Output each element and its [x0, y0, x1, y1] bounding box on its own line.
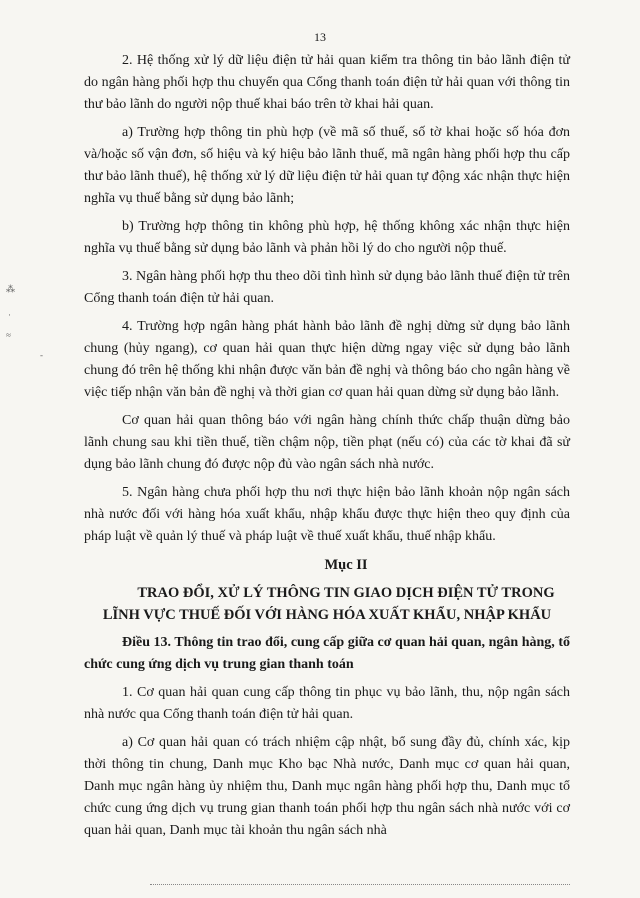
paragraph: a) Cơ quan hải quan có trách nhiệm cập nhật, bổ sung đầy đủ, chính xác, kịp thời thông tin chung, Danh mục Kho bạc Nhà nước, Danh mục cơ quan hải quan, Danh mục ngân hàng ủy nhiệm thu, Danh mục ngân hàng phối hợp thu, Danh mục tổ chức cung ứng dịch vụ trung gian thanh toán phối hợp thu ngân sách nhà nước với cơ quan hải quan, Danh mục tài khoản thu ngân sách nhà — [84, 735, 570, 838]
section-heading: Mục II — [324, 557, 368, 573]
margin-scan-mark: · — [8, 310, 11, 320]
paragraph: 2. Hệ thống xử lý dữ liệu điện tử hải quan kiểm tra thông tin bảo lãnh điện tử do ngân hàng phối hợp thu chuyển qua Cổng thanh toán điện tử hải quan với thông tin thư bảo lãnh do người nộp thuế khai báo trên tờ khai hải quan. — [84, 53, 570, 112]
paragraph: Cơ quan hải quan thông báo với ngân hàng chính thức chấp thuận dừng bảo lãnh chung sau khi tiền thuế, tiền chậm nộp, tiền phạt (nếu có) của các tờ khai đã sử dụng bảo lãnh chung đó được nộp đủ vào ngân sách nhà nước. — [84, 413, 570, 472]
margin-scan-mark: ≈ — [6, 330, 11, 340]
document-body — [84, 50, 570, 848]
page-number: 13 — [314, 30, 326, 44]
paragraph: 3. Ngân hàng phối hợp thu theo dõi tình hình sử dụng bảo lãnh thuế điện tử trên Cổng thanh toán điện tử hải quan. — [84, 269, 570, 306]
margin-scan-mark: ‑ — [40, 350, 43, 360]
paragraph: a) Trường hợp thông tin phù hợp (về mã số thuế, số tờ khai hoặc số hóa đơn và/hoặc số vận đơn, số hiệu và ký hiệu bảo lãnh thuế, mã ngân hàng phối hợp thu cấp thư bảo lãnh thuế), hệ thống xử lý dữ liệu điện tử hải quan tự động xác nhận thực hiện nghĩa vụ thuế bằng sử dụng bảo lãnh; — [84, 125, 570, 206]
article-title: Điều 13. Thông tin trao đổi, cung cấp giữa cơ quan hải quan, ngân hàng, tổ chức cung ứng dịch vụ trung gian thanh toán — [84, 635, 570, 672]
scan-footer-noise — [150, 884, 570, 885]
paragraph: 4. Trường hợp ngân hàng phát hành bảo lãnh đề nghị dừng sử dụng bảo lãnh chung (hủy ngang), cơ quan hải quan thực hiện dừng ngay việc sử dụng bảo lãnh chung đó trên hệ thống khi nhận được văn bản đề nghị và thông báo cho ngân hàng về việc tiếp nhận văn bản đề nghị và thời gian cơ quan hải quan dừng sử dụng bảo lãnh. — [84, 319, 570, 400]
section-title: TRAO ĐỔI, XỬ LÝ THÔNG TIN GIAO DỊCH ĐIỆN TỬ TRONG LĨNH VỰC THUẾ ĐỐI VỚI HÀNG HÓA XUẤT KHẨU, NHẬP KHẨU — [102, 585, 555, 623]
paragraph: 5. Ngân hàng chưa phối hợp thu nơi thực hiện bảo lãnh khoản nộp ngân sách nhà nước đối với hàng hóa xuất khẩu, nhập khẩu được thực hiện theo quy định của pháp luật về quản lý thuế và pháp luật về thuế xuất khẩu, thuế nhập khẩu. — [84, 485, 570, 544]
paragraph: 1. Cơ quan hải quan cung cấp thông tin phục vụ bảo lãnh, thu, nộp ngân sách nhà nước qua Cổng thanh toán điện tử hải quan. — [84, 685, 570, 722]
paragraph: b) Trường hợp thông tin không phù hợp, hệ thống không xác nhận thực hiện nghĩa vụ thuế bằng sử dụng bảo lãnh và phản hồi lý do cho người nộp thuế. — [84, 219, 570, 256]
margin-scan-mark: ⁂ — [6, 284, 15, 294]
